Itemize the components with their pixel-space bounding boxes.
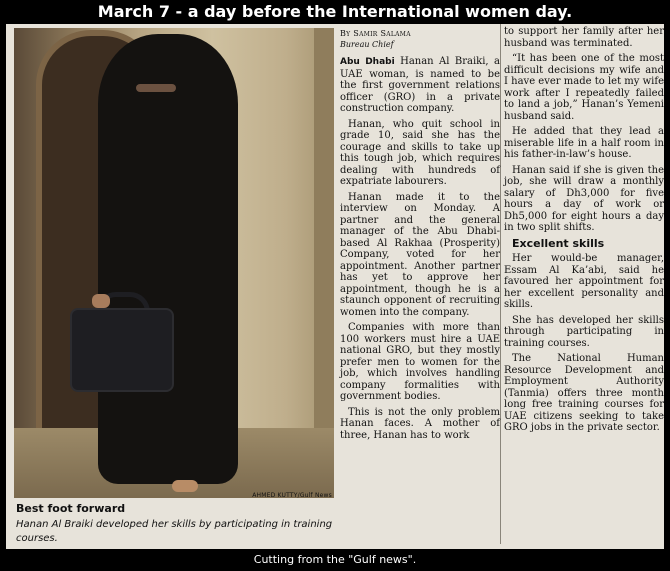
article-paragraph: “It has been one of the most difficult decisions my wife and I have ever made to let my wife work after I repeatedly failed to land a job,” Hanan’s Yemeni husband said. [504, 53, 664, 122]
byline [340, 28, 411, 50]
photo-caption-title: Best foot forward [16, 502, 126, 515]
photo-woman-figure [98, 34, 238, 484]
article-paragraph: He added that they lead a miserable life in a half room in his father-in-law’s house. [504, 126, 664, 160]
article-paragraph: She has developed her skills through participating in training courses. [504, 314, 664, 349]
article-paragraph: Hanan made it to the interview on Monday. A partner and the general manager of the Abu Dhabi-based Al Rakhaa (Prosperity) Company, voted for her appointment. Another partner has yet to approve her appointment, though he is a staunch opponent of recruiting women into the company. [340, 191, 500, 318]
newspaper-clipping [6, 24, 664, 549]
byline-role: Bureau Chief [340, 40, 394, 49]
photo-hand [92, 294, 110, 308]
article-paragraph: Hanan, who quit school in grade 10, said she has the courage and skills to take up this tough job, which requires dealing with hundreds of expatriate labourers. [340, 118, 500, 187]
dateline: Abu Dhabi [340, 57, 395, 67]
page-footer-note: Cutting from the "Gulf news". [253, 553, 417, 566]
photo-credit: AHMED KUTTY/Gulf News [252, 492, 332, 499]
article-paragraph: Hanan said if she is given the job, she will draw a monthly salary of Dh3,000 for five hours a day of work or Dh5,000 for eight hours a day in two split shifts. [504, 164, 664, 233]
page-header-title: March 7 - a day before the International women day. [97, 2, 573, 21]
article-paragraph: to support her family after her husband was terminated. [504, 26, 664, 49]
article-subhead: Excellent skills [512, 236, 605, 250]
photo-caption-text: Hanan Al Braiki developed her skills by participating in training courses. [16, 519, 333, 544]
article-paragraph: This is not the only problem Hanan faces. A mother of three, Hanan has to work [340, 406, 500, 441]
article-paragraph [340, 56, 500, 115]
paragraph-text: Hanan Al Braiki, a UAE woman, is named to be the first government relations officer (GRO) in a private construction company. [340, 56, 500, 114]
photo-foot [172, 480, 198, 492]
photo-niqab-eyes [136, 84, 176, 92]
article-paragraph: The National Human Resource Development and Employment Authority (Tanmia) offers three month long free training courses for UAE citizens seeking to take GRO jobs in the private sector. [504, 353, 664, 433]
article-column-1 [340, 56, 500, 445]
article-paragraph: Companies with more than 100 workers must hire a UAE national GRO, but they mostly prefer men to women for the job, which involves handling company formalities with government bodies. [340, 322, 500, 402]
article-paragraph: Her would-be manager, Essam Al Ka’abi, said he favoured her appointment for her excellent personality and skills. [504, 253, 664, 310]
column-divider [500, 24, 501, 544]
byline-name: By Samir Salama [340, 29, 411, 38]
article-photo [14, 28, 334, 498]
article-column-2 [504, 26, 664, 438]
photo-briefcase [70, 308, 174, 392]
